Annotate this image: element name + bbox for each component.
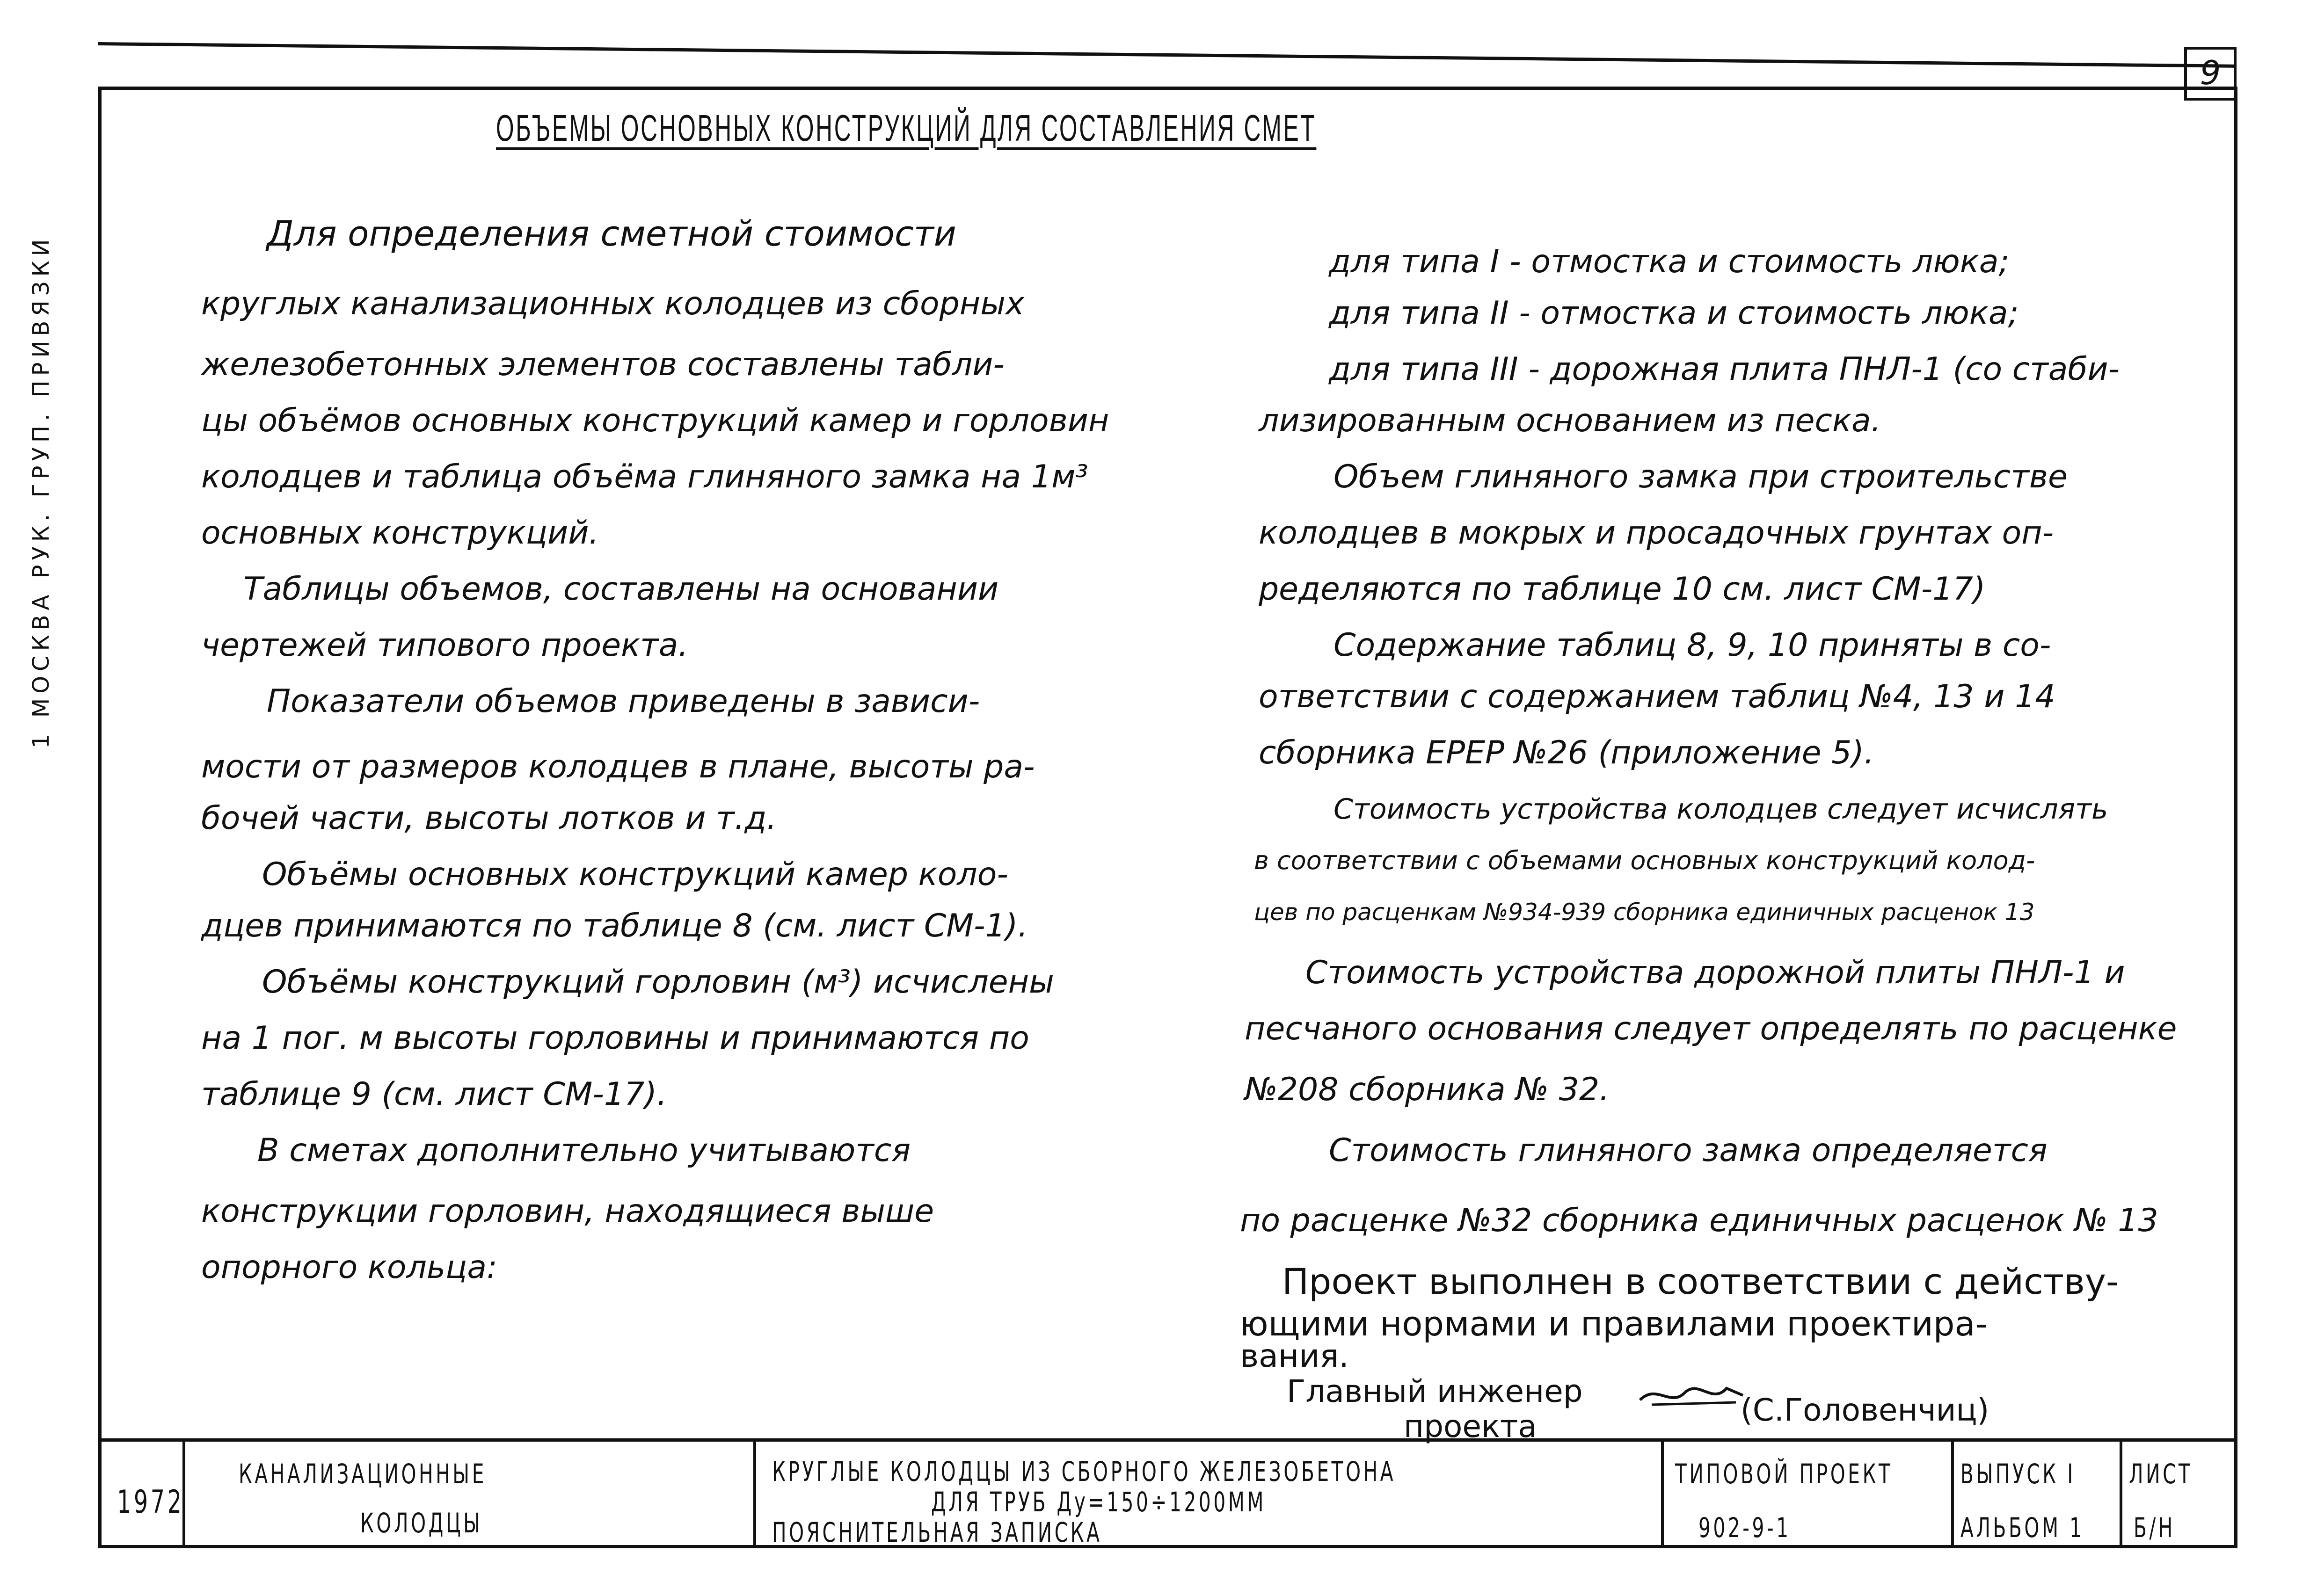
stamp-sheet-label: ЛИСТ [2129, 1458, 2193, 1490]
stamp-desc-1: КРУГЛЫЕ КОЛОДЦЫ ИЗ СБОРНОГО ЖЕЛЕЗОБЕТОНА [772, 1456, 1396, 1487]
page-title: ОБЪЕМЫ ОСНОВНЫХ КОНСТРУКЦИЙ ДЛЯ СОСТАВЛЕНИЯ СМЕТ [496, 107, 1317, 149]
stamp-name-2: КОЛОДЦЫ [360, 1507, 483, 1539]
stamp-desc-3: ПОЯСНИТЕЛЬНАЯ ЗАПИСКА [772, 1516, 1102, 1548]
frame-top-line [98, 42, 2237, 68]
stamp-year: 1972 [117, 1484, 184, 1521]
sheet-number: 9 [2200, 54, 2221, 92]
stamp-issue: ВЫПУСК I [1960, 1458, 2076, 1490]
stamp-project-label: ТИПОВОЙ ПРОЕКТ [1675, 1458, 1893, 1490]
stamp-album: АЛЬБОМ 1 [1960, 1512, 2084, 1544]
stamp-desc-2: ДЛЯ ТРУБ Ду=150÷1200ММ [931, 1486, 1267, 1518]
sheet-number-box [2184, 47, 2237, 101]
stamp-name-1: КАНАЛИЗАЦИОННЫЕ [239, 1458, 487, 1490]
signature-scribble [1638, 1379, 1745, 1412]
stamp-project-code: 902-9-1 [1698, 1512, 1791, 1544]
title-block [98, 1438, 2237, 1548]
stamp-sheet-value: Б/Н [2134, 1512, 2175, 1544]
side-margin-text: 1 МОСКВА РУК. ГРУП. ПРИВЯЗКИ [28, 234, 54, 748]
